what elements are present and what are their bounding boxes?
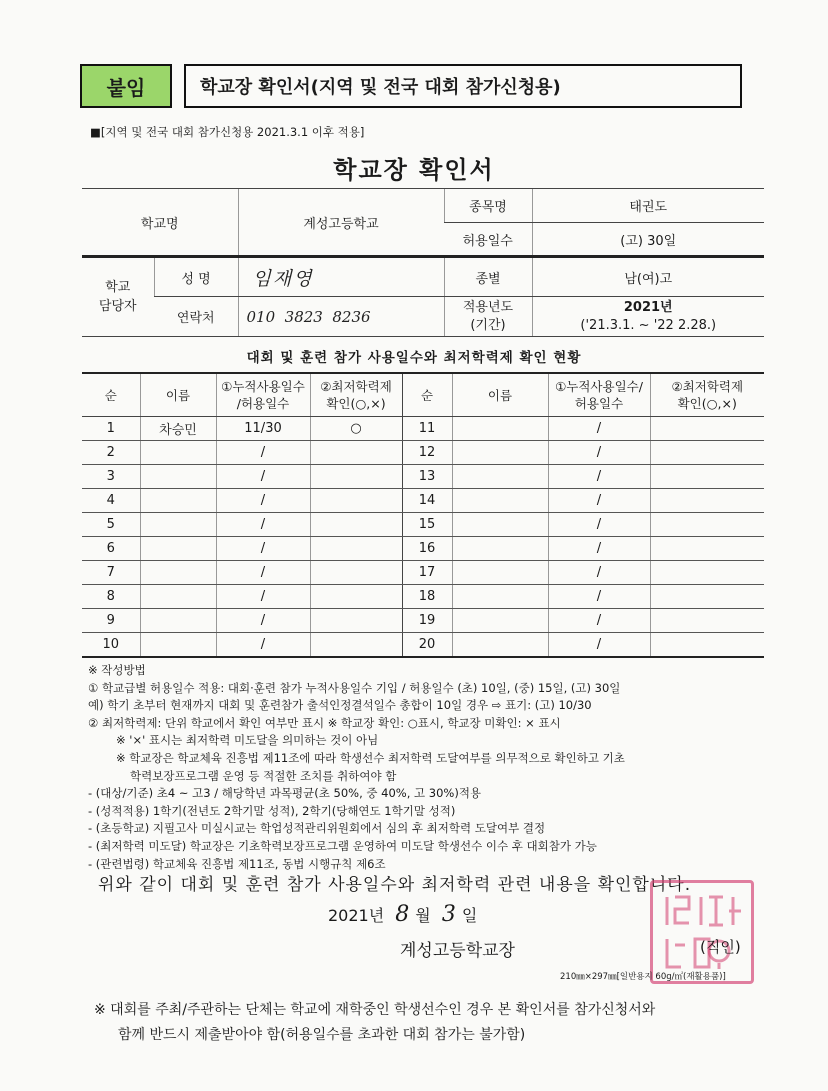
instruction-line: - (관련법령) 학교체육 진흥법 제11조, 동법 시행규칙 제6조: [88, 856, 386, 871]
cell-days-r: /: [548, 585, 650, 609]
cell-no: 5: [82, 513, 140, 537]
cell-no-r: 13: [402, 465, 452, 489]
instruction-line: - (초등학교) 지필고사 미실시교는 학업성적관리위원회에서 심의 후 최저학력 도달여부 결정: [88, 821, 546, 836]
instruction-line: ① 학교급별 허용일수 적용: 대회·훈련 참가 누적사용일수 기입 / 허용일수 (초) 10일, (중) 15일, (고) 30일: [88, 680, 621, 695]
header-title: 학교장 확인서(지역 및 전국 대회 참가신청용): [184, 64, 742, 108]
cell-no-r: 17: [402, 561, 452, 585]
cell-grade: [310, 537, 402, 561]
cell-no-r: 19: [402, 609, 452, 633]
cell-days-r: /: [548, 609, 650, 633]
instruction-line: - (대상/기준) 초4 ~ 고3 / 해당학년 과목평균(초 50%, 중 40%, 고 30%)적용: [88, 786, 482, 801]
cell-name: [140, 561, 216, 585]
allowed-days-value: (고) 30일: [532, 223, 764, 257]
table-row: [82, 585, 764, 609]
cell-grade-r: [650, 417, 764, 441]
header-no: 순: [82, 373, 140, 417]
cell-grade: [310, 561, 402, 585]
header-days: [216, 373, 310, 417]
cell-grade-r: [650, 633, 764, 658]
footer-note: [94, 998, 655, 1048]
instruction-line: - (최저학력 미도달) 학교장은 기초학력보장프로그램 운영하여 미도달 학생선수 이수 후 대회참가 가능: [88, 838, 597, 853]
cell-days: /: [216, 465, 310, 489]
instruction-line: - (성적적용) 1학기(전년도 2학기말 성적), 2학기(당해연도 1학기말 성적): [88, 803, 456, 818]
school-label: 학교명: [82, 189, 238, 257]
cell-name-r: [452, 513, 548, 537]
cell-name-r: [452, 561, 548, 585]
contact-label: 연락처: [154, 297, 238, 337]
year-label: [444, 297, 532, 337]
table-row: [82, 465, 764, 489]
cell-no: 6: [82, 537, 140, 561]
header-grade: [310, 373, 402, 417]
handwritten-name: 임재영: [252, 267, 314, 290]
cell-grade: [310, 633, 402, 658]
cell-name: 차승민: [140, 417, 216, 441]
cell-days: /: [216, 585, 310, 609]
date-year: 2021년: [328, 906, 385, 925]
cell-days: /: [216, 441, 310, 465]
header-name-right: 이름: [452, 373, 548, 417]
instruction-line: 학력보장프로그램 운영 등 적절한 조치를 취하여야 함: [130, 768, 397, 783]
cell-days-r: /: [548, 465, 650, 489]
event-value: 태권도: [532, 189, 764, 223]
issue-date: [328, 902, 477, 927]
instruction-line: ※ 학교장은 학교체육 진흥법 제11조에 따라 학생선수 최저학력 도달여부를 의무적으로 확인하고 기초: [116, 750, 625, 765]
year-value: [532, 297, 764, 337]
header-grade-r2: 확인(○,×): [677, 396, 737, 411]
footer-line2: 함께 반드시 제출받아야 함(허용일수를 초과한 대회 참가는 불가함): [118, 1027, 526, 1043]
cell-name: [140, 609, 216, 633]
header-name: 이름: [140, 373, 216, 417]
cell-no: 8: [82, 585, 140, 609]
cell-grade-r: [650, 441, 764, 465]
cell-grade: [310, 489, 402, 513]
year-label-line1: 적용년도: [462, 299, 514, 315]
cell-days: /: [216, 633, 310, 658]
paper-spec: 210㎜×297㎜[일반용지 60g/㎡(재활용품)]: [560, 972, 726, 982]
manager-label-line2: 담당자: [98, 299, 137, 314]
header-grade-r1: ②최저학력제: [671, 379, 744, 394]
cell-name: [140, 441, 216, 465]
cell-days-r: /: [548, 561, 650, 585]
cell-grade-r: [650, 609, 764, 633]
cell-no-r: 12: [402, 441, 452, 465]
cell-name: [140, 585, 216, 609]
cell-days: /: [216, 513, 310, 537]
cell-days-r: /: [548, 633, 650, 658]
confirmation-statement: 위와 같이 대회 및 훈련 참가 사용일수와 최저학력 관련 내용을 확인합니다.: [98, 875, 692, 895]
seal-icon: [653, 883, 751, 981]
cell-grade: [310, 585, 402, 609]
header-grade-2: 확인(○,×): [326, 396, 386, 411]
gender-value: 남(여)고: [532, 257, 764, 297]
cell-days: 11/30: [216, 417, 310, 441]
cell-days-r: /: [548, 417, 650, 441]
cell-name-r: [452, 537, 548, 561]
document-title: 학교장 확인서: [333, 156, 495, 184]
table-row: [82, 441, 764, 465]
cell-no-r: 15: [402, 513, 452, 537]
manager-label: [82, 257, 154, 337]
cell-days-r: /: [548, 441, 650, 465]
cell-days-r: /: [548, 489, 650, 513]
cell-grade-r: [650, 561, 764, 585]
date-month-unit: 월: [415, 906, 431, 925]
instruction-line: ※ '×' 표시는 최저학력 미도달을 의미하는 것이 아님: [116, 733, 379, 748]
cell-no-r: 14: [402, 489, 452, 513]
header-days-1: ①누적사용일수: [221, 379, 305, 394]
name-value: [238, 257, 444, 297]
attachment-tag: 붙임: [80, 64, 172, 108]
cell-no: 2: [82, 441, 140, 465]
contact-value: [238, 297, 444, 337]
cell-no: 9: [82, 609, 140, 633]
date-day: 3: [441, 902, 456, 927]
cell-grade: [310, 513, 402, 537]
cell-name-r: [452, 585, 548, 609]
header-days-r2: 허용일수: [574, 396, 624, 411]
year-value-year: 2021년: [623, 299, 673, 315]
header-days-r1: ①누적사용일수/: [555, 379, 643, 394]
cell-days: /: [216, 561, 310, 585]
seal-label: (직인): [700, 938, 741, 956]
instruction-line: ② 최저학력제: 단위 학교에서 확인 여부만 표시 ※ 학교장 확인: ○표시, 학교장 미확인: × 표시: [88, 715, 561, 730]
table-row: [82, 561, 764, 585]
school-value: 계성고등학교: [238, 189, 444, 257]
cell-name-r: [452, 633, 548, 658]
cell-name: [140, 465, 216, 489]
table-row: [82, 633, 764, 658]
manager-label-line1: 학교: [105, 280, 131, 295]
cell-grade-r: [650, 489, 764, 513]
year-value-period: ('21.3.1. ~ '22 2.28.): [580, 317, 717, 333]
cell-days: /: [216, 609, 310, 633]
cell-days-r: /: [548, 513, 650, 537]
date-month: 8: [395, 902, 410, 927]
table-row: [82, 609, 764, 633]
applicable-note: ■[지역 및 전국 대회 참가신청용 2021.3.1 이후 적용]: [90, 125, 365, 139]
name-label: 성 명: [154, 257, 238, 297]
instruction-line: 예) 학기 초부터 현재까지 대회 및 훈련참가 출석인정결석일수 총합이 10일 경우 ⇨ 표기: (고) 10/30: [88, 698, 592, 713]
usage-title: 대회 및 훈련 참가 사용일수와 최저학력제 확인 현황: [246, 350, 582, 366]
cell-name: [140, 633, 216, 658]
cell-no: 3: [82, 465, 140, 489]
official-seal: [650, 880, 754, 984]
cell-name-r: [452, 489, 548, 513]
instructions: [88, 662, 778, 873]
cell-grade: ○: [310, 417, 402, 441]
table-row: [82, 489, 764, 513]
cell-name: [140, 489, 216, 513]
cell-grade: [310, 609, 402, 633]
year-label-line2: (기간): [470, 317, 506, 333]
cell-grade-r: [650, 585, 764, 609]
table-row: [82, 513, 764, 537]
cell-name-r: [452, 465, 548, 489]
cell-no: 10: [82, 633, 140, 658]
header-days-right: [548, 373, 650, 417]
gender-label: 종별: [444, 257, 532, 297]
table-row: [82, 537, 764, 561]
cell-grade-r: [650, 465, 764, 489]
cell-no: 4: [82, 489, 140, 513]
header-grade-1: ②최저학력제: [320, 379, 392, 394]
principal-title: 계성고등학교장: [400, 941, 515, 961]
cell-name-r: [452, 441, 548, 465]
cell-name: [140, 537, 216, 561]
cell-no-r: 18: [402, 585, 452, 609]
cell-no-r: 16: [402, 537, 452, 561]
header-grade-right: [650, 373, 764, 417]
cell-grade-r: [650, 537, 764, 561]
cell-grade: [310, 441, 402, 465]
handwritten-contact: 010 3823 8236: [246, 307, 371, 326]
event-label: 종목명: [444, 189, 532, 223]
usage-table: [82, 372, 764, 658]
footer-line1: ※ 대회를 주최/주관하는 단체는 학교에 재학중인 학생선수인 경우 본 확인서를 참가신청서와: [94, 1002, 656, 1018]
cell-grade: [310, 465, 402, 489]
cell-name: [140, 513, 216, 537]
cell-grade-r: [650, 513, 764, 537]
info-table: [82, 188, 764, 337]
cell-days: /: [216, 489, 310, 513]
cell-no-r: 11: [402, 417, 452, 441]
instructions-title: ※ 작성방법: [88, 663, 146, 677]
cell-days-r: /: [548, 537, 650, 561]
date-day-unit: 일: [461, 906, 478, 925]
header-days-2: /허용일수: [236, 396, 290, 411]
cell-no: 1: [82, 417, 140, 441]
cell-no-r: 20: [402, 633, 452, 658]
cell-name-r: [452, 609, 548, 633]
header-no-right: 순: [402, 373, 452, 417]
cell-days: /: [216, 537, 310, 561]
cell-no: 7: [82, 561, 140, 585]
table-row: [82, 417, 764, 441]
allowed-days-label: 허용일수: [444, 223, 532, 257]
cell-name-r: [452, 417, 548, 441]
